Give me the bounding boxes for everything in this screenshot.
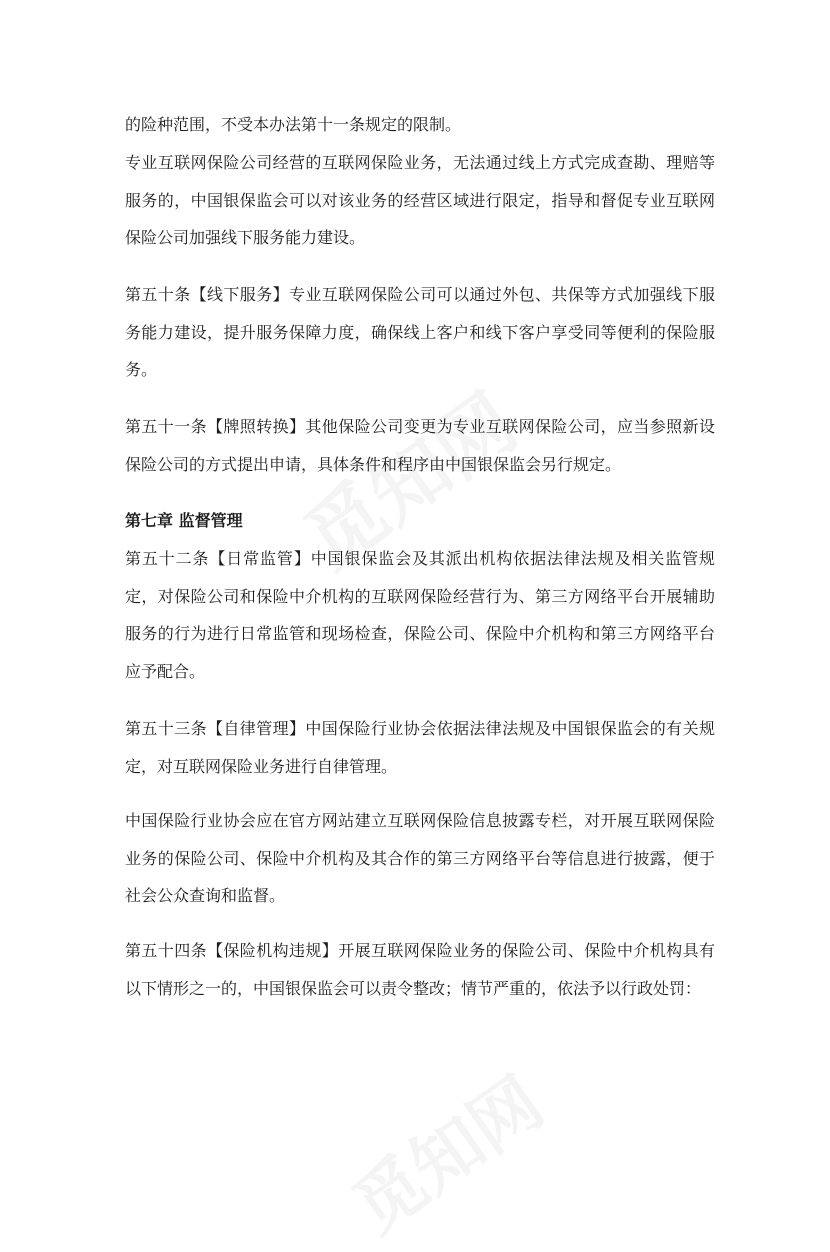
paragraph: 第五十一条【牌照转换】其他保险公司变更为专业互联网保险公司，应当参照新设保险公司的方式提出申请，具体条件和程序由中国银保监会另行规定。: [125, 417, 715, 474]
paragraph: 第五十二条【日常监管】中国银保监会及其派出机构依据法律法规及相关监管规定，对保险公司和保险中介机构的互联网保险经营行为、第三方网络平台开展辅助服务的行为进行日常监管和现场检查，保险公司、保险中介机构和第三方网络平台应予配合。: [125, 549, 715, 681]
paragraph: 第五十条【线下服务】专业互联网保险公司可以通过外包、共保等方式加强线下服务能力建设，提升服务保障力度，确保线上客户和线下客户享受同等便利的保险服务。: [125, 285, 715, 379]
paragraph: 专业互联网保险公司经营的互联网保险业务，无法通过线上方式完成查勘、理赔等服务的，中国银保监会可以对该业务的经营区域进行限定，指导和督促专业互联网保险公司加强线下服务能力建设。: [125, 153, 715, 247]
paragraph: 中国保险行业协会应在官方网站建立互联网保险信息披露专栏，对开展互联网保险业务的保险公司、保险中介机构及其合作的第三方网络平台等信息进行披露，便于社会公众查询和监督。: [125, 811, 715, 905]
watermark: [330, 1049, 560, 1252]
paragraph: 第五十三条【自律管理】中国保险行业协会依据法律法规及中国银保监会的有关规定，对互联网保险业务进行自律管理。: [125, 719, 715, 776]
chapter-heading: 第七章 监督管理: [125, 511, 243, 530]
paragraph: 第五十四条【保险机构违规】开展互联网保险业务的保险公司、保险中介机构具有以下情形之一的，中国银保监会可以责令整改；情节严重的，依法予以行政处罚：: [125, 941, 715, 998]
paragraph: 的险种范围，不受本办法第十一条规定的限制。: [125, 115, 462, 134]
